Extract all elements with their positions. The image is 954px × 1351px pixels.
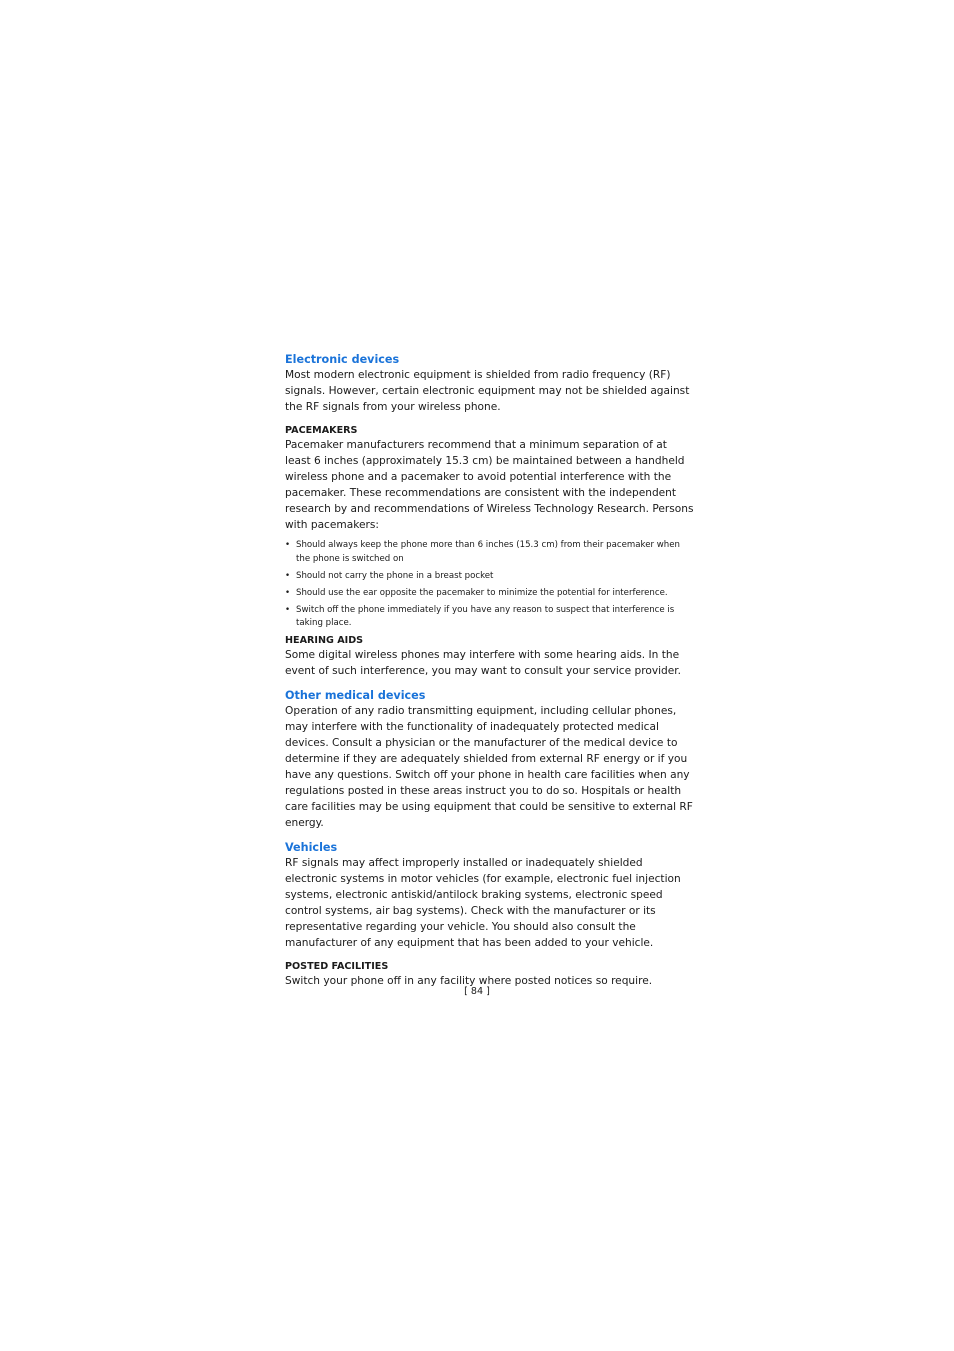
heading-electronic-devices: Electronic devices — [285, 353, 400, 366]
page-number: [ 84 ] — [464, 986, 490, 997]
paragraph-electronic-devices: Most modern electronic equipment is shielded from radio frequency (RF) signals. However, certain electronic equipment may not be shielded against the RF signals from your wireless phone. — [285, 369, 690, 413]
document-body — [285, 352, 695, 989]
paragraph-pacemakers: Pacemaker manufacturers recommend that a minimum separation of at least 6 inches (approximately 15.3 cm) be maintained between a handheld wireless phone and a pacemaker to avoid potential interference with the pacemaker. These recommendations are consistent with the independent research by and recommendations of Wireless Technology Research. Persons with pacemakers: — [285, 439, 694, 531]
heading-posted-facilities: POSTED FACILITIES — [285, 961, 389, 972]
bullet-icon: • — [285, 587, 291, 598]
list-item: • Should use the ear opposite the pacemaker to minimize the potential for interference. — [285, 587, 695, 601]
bullet-icon: • — [285, 540, 291, 550]
heading-other-medical-devices: Other medical devices — [285, 689, 426, 702]
list-item: • Should always keep the phone more than 6 inches (15.3 cm) from their pacemaker when the phone is switched on — [285, 540, 680, 564]
pacemaker-bullet-list — [285, 539, 695, 631]
heading-hearing-aids: HEARING AIDS — [285, 635, 364, 646]
heading-vehicles: Vehicles — [285, 841, 338, 854]
paragraph-hearing-aids: Some digital wireless phones may interfere with some hearing aids. In the event of such interference, you may want to consult your service provider. — [285, 649, 682, 677]
bullet-icon: • — [285, 604, 291, 615]
list-item: • Should not carry the phone in a breast pocket — [285, 570, 695, 584]
heading-pacemakers: PACEMAKERS — [285, 425, 358, 436]
paragraph-other-medical-devices: Operation of any radio transmitting equipment, including cellular phones, may interfere with the functionality of inadequately protected medical devices. Consult a physician or the manufacturer of the medical device to determine if they are adequately shielded from external RF energy or if you have any questions. Switch off your phone in health care facilities when any regulations posted in these areas instruct you to do so. Hospitals or health care facilities may be using equipment that could be sensitive to external RF energy. — [285, 705, 693, 829]
paragraph-vehicles: RF signals may affect improperly installed or inadequately shielded electronic systems in motor vehicles (for example, electronic fuel injection systems, electronic antiskid/antilock braking systems, electronic speed control systems, air bag systems). Check with the manufacturer or its representative regarding your vehicle. You should also consult the manufacturer of any equipment that has been added to your vehicle. — [285, 857, 681, 949]
list-item: • Switch off the phone immediately if you have any reason to suspect that interference is taking place. — [285, 604, 675, 628]
bullet-icon: • — [285, 570, 291, 581]
paragraph-posted-facilities: Switch your phone off in any facility where posted notices so require. — [285, 975, 653, 987]
